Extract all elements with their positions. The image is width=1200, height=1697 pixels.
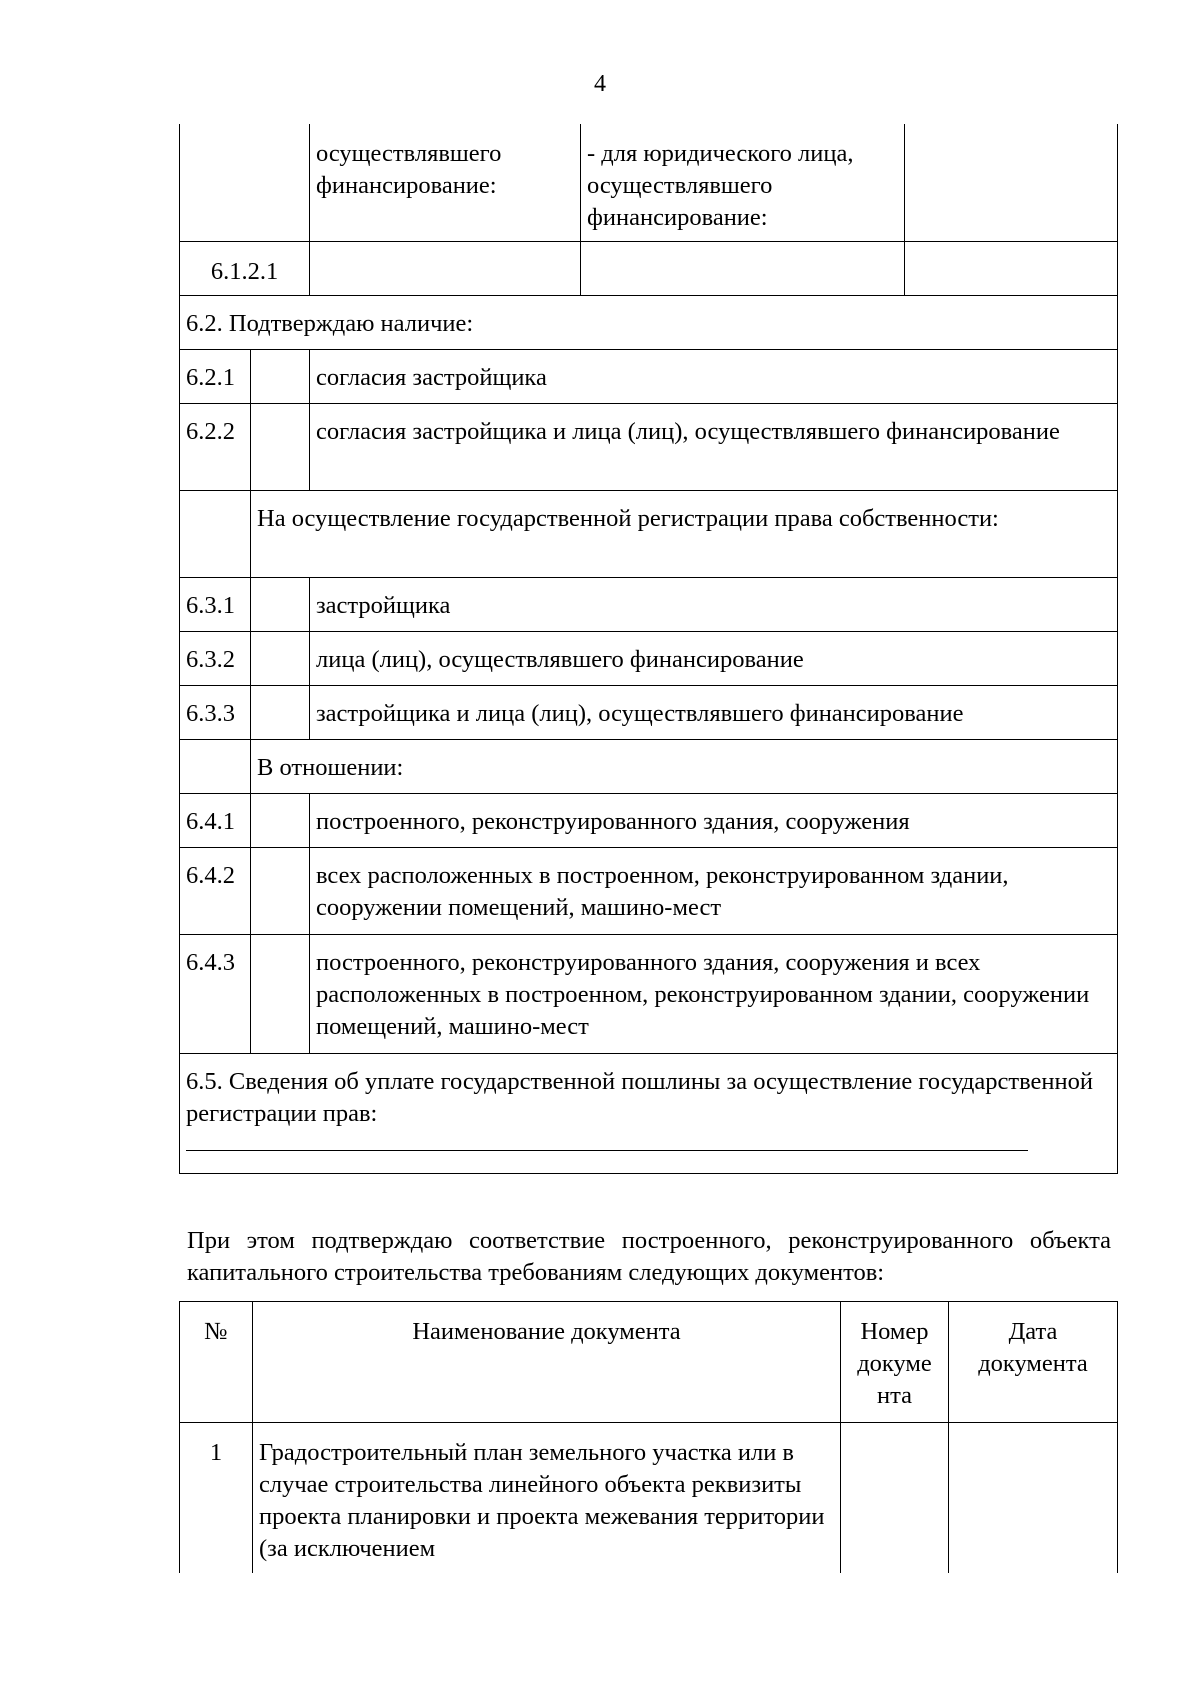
row-text: всех расположенных в построенном, реконструированном здании, сооружении помещений, машино-мест (310, 847, 1118, 934)
section-heading: 6.2. Подтверждаю наличие: (180, 295, 1118, 349)
checkbox-cell[interactable] (251, 685, 310, 739)
table-cell (581, 241, 905, 295)
documents-table (179, 1301, 1118, 1573)
row-number: 6.1.2.1 (180, 241, 310, 295)
table-row (180, 631, 1118, 685)
column-header-name: Наименование документа (253, 1302, 841, 1423)
table-row (180, 295, 1118, 349)
table-row (180, 1053, 1118, 1173)
document-number-cell[interactable] (841, 1423, 949, 1573)
row-text: застройщика и лица (лиц), осуществлявшего финансирование (310, 685, 1118, 739)
page-number: 4 (594, 71, 606, 97)
table-cell (310, 241, 581, 295)
column-header-doc-number: Номер докуме нта (841, 1302, 949, 1423)
table-cell (180, 124, 310, 241)
table-row (180, 847, 1118, 934)
row-number: 6.3.3 (180, 685, 251, 739)
row-number: 6.2.2 (180, 403, 251, 490)
checkbox-cell[interactable] (251, 631, 310, 685)
row-number: 6.3.1 (180, 577, 251, 631)
row-text: согласия застройщика и лица (лиц), осуществлявшего финансирование (310, 403, 1118, 490)
table-row (180, 793, 1118, 847)
table-cell: - для юридического лица, осуществлявшего финансирование: (581, 124, 905, 241)
table-row (180, 685, 1118, 739)
row-text: построенного, реконструированного здания, сооружения (310, 793, 1118, 847)
table-cell (180, 739, 251, 793)
checkbox-cell[interactable] (251, 847, 310, 934)
table-row (180, 124, 1118, 241)
table-cell (905, 124, 1118, 241)
checkbox-cell[interactable] (251, 793, 310, 847)
row-text: построенного, реконструированного здания, сооружения и всех расположенных в построенном, реконструированном здании, сооружении помещений, машино-мест (310, 934, 1118, 1053)
row-text: застройщика (310, 577, 1118, 631)
column-header-doc-date: Дата документа (949, 1302, 1118, 1423)
table-row (180, 403, 1118, 490)
column-header-number: № (180, 1302, 253, 1423)
document-date-cell[interactable] (949, 1423, 1118, 1573)
checkbox-cell[interactable] (251, 349, 310, 403)
table-row (180, 349, 1118, 403)
document-name: Градостроительный план земельного участка или в случае строительства линейного объекта реквизиты проекта планировки и проекта межевания территории (за исключением (253, 1423, 841, 1573)
section-65-cell (180, 1053, 1118, 1173)
table-cell (905, 241, 1118, 295)
table-cell: осуществлявшего финансирование: (310, 124, 581, 241)
row-number: 6.2.1 (180, 349, 251, 403)
checkbox-cell[interactable] (251, 403, 310, 490)
table-row (180, 739, 1118, 793)
table-cell (180, 490, 251, 577)
row-number: 6.4.2 (180, 847, 251, 934)
table-header-row (180, 1302, 1118, 1423)
table-row (180, 490, 1118, 577)
section-heading: На осуществление государственной регистрации права собственности: (251, 490, 1118, 577)
fill-in-line[interactable] (186, 1130, 1028, 1151)
row-number: 1 (180, 1423, 253, 1573)
row-number: 6.3.2 (180, 631, 251, 685)
table-row (180, 1423, 1118, 1573)
row-number: 6.4.3 (180, 934, 251, 1053)
table-row (180, 934, 1118, 1053)
application-table (179, 124, 1118, 1174)
row-text: лица (лиц), осуществлявшего финансирование (310, 631, 1118, 685)
confirmation-paragraph: При этом подтверждаю соответствие построенного, реконструированного объекта капитального строительства требованиям следующих документов: (187, 1227, 1111, 1286)
section-heading: 6.5. Сведения об уплате государственной пошлины за осуществление государственной регистрации прав: (186, 1067, 1093, 1127)
checkbox-cell[interactable] (251, 577, 310, 631)
table-row (180, 577, 1118, 631)
row-number: 6.4.1 (180, 793, 251, 847)
row-text: согласия застройщика (310, 349, 1118, 403)
checkbox-cell[interactable] (251, 934, 310, 1053)
section-heading: В отношении: (251, 739, 1118, 793)
table-row (180, 241, 1118, 295)
